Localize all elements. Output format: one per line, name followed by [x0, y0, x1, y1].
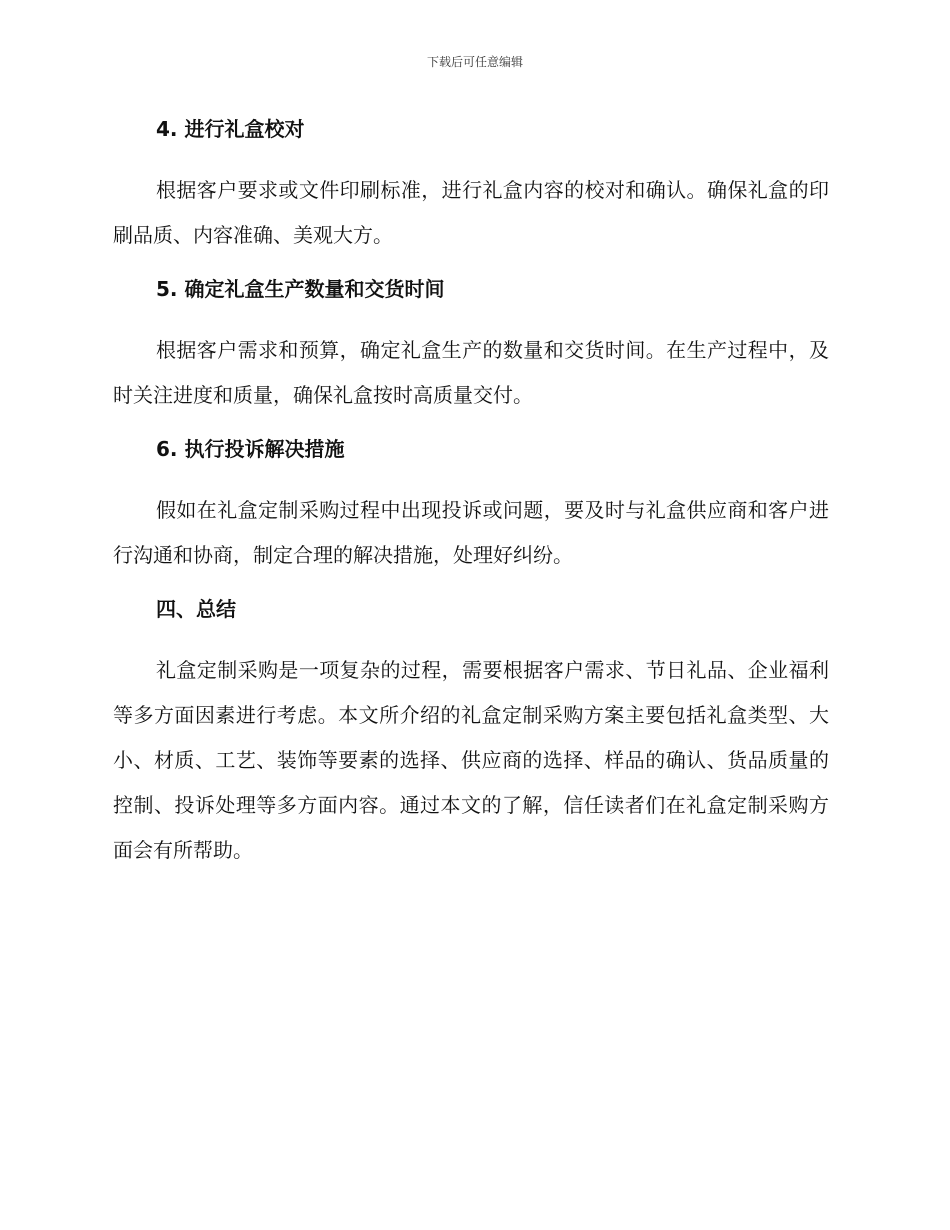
page-header: 下载后可任意编辑	[426, 55, 523, 69]
section-heading-6: 6. 执行投诉解决措施	[156, 437, 345, 461]
section-paragraph-5: 根据客户需求和预算，确定礼盒生产的数量和交货时间。在生产过程中，及时关注进度和质量，确保礼盒按时高质量交付。	[113, 338, 829, 407]
spacer	[113, 418, 829, 432]
document-body	[113, 112, 829, 873]
section-heading-summary: 四、总结	[156, 597, 236, 621]
section-heading-5: 5. 确定礼盒生产数量和交货时间	[156, 277, 445, 301]
section-paragraph-4: 根据客户要求或文件印刷标准，进行礼盒内容的校对和确认。确保礼盒的印刷品质、内容准确、美观大方。	[113, 178, 829, 247]
section-paragraph-summary: 礼盒定制采购是一项复杂的过程，需要根据客户需求、节日礼品、企业福利等多方面因素进行考虑。本文所介绍的礼盒定制采购方案主要包括礼盒类型、大小、材质、工艺、装饰等要素的选择、供应商的选择、样品的确认、货品质量的控制、投诉处理等多方面内容。通过本文的了解，信任读者们在礼盒定制采购方面会有所帮助。	[113, 658, 829, 862]
spacer	[113, 258, 829, 272]
spacer	[113, 146, 829, 168]
section-paragraph-6: 假如在礼盒定制采购过程中出现投诉或问题，要及时与礼盒供应商和客户进行沟通和协商，制定合理的解决措施，处理好纠纷。	[113, 498, 829, 567]
spacer	[113, 626, 829, 648]
spacer	[113, 578, 829, 592]
spacer	[113, 306, 829, 328]
section-heading-4: 4. 进行礼盒校对	[156, 117, 305, 141]
spacer	[113, 466, 829, 488]
